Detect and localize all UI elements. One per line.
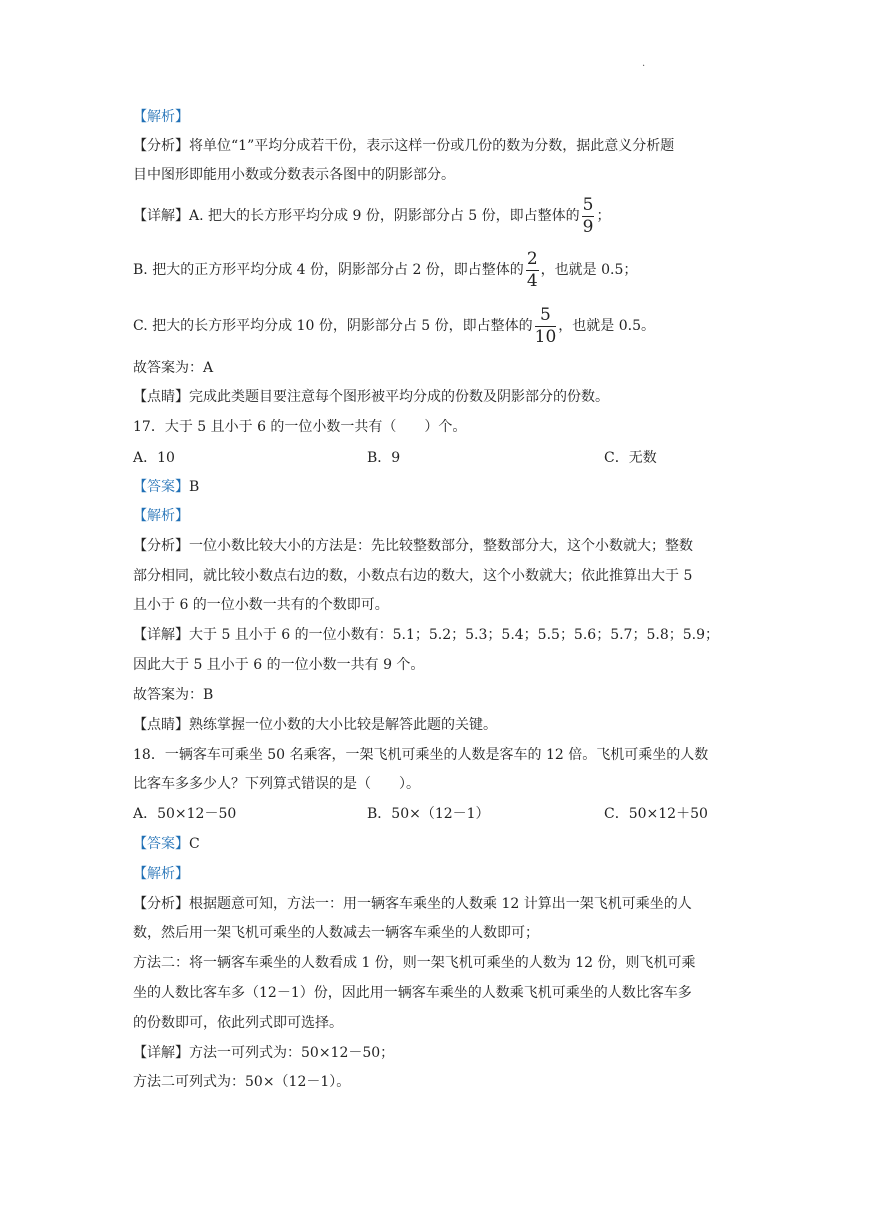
q18-answer-value: C — [189, 836, 200, 852]
q18-fenxi-text-2: 数，然后用一架飞机可乘坐的人数减去一辆客车乘坐的人数即可； — [133, 925, 539, 941]
jiexi-label: 【解析】 — [133, 508, 189, 524]
q16-b-numerator: 2 — [526, 248, 538, 269]
q17-fenxi-line-2 — [133, 566, 692, 586]
q16-a-denominator: 9 — [582, 216, 594, 237]
q18-option-a: A．50×12－50 — [133, 806, 237, 822]
xiangjie-label: 【详解】 — [133, 1045, 189, 1061]
q17-option-b: B．9 — [367, 450, 401, 466]
q17-question-text: 17．大于 5 且小于 6 的一位小数一共有（ ）个。 — [133, 419, 467, 435]
q18-fenxi-line-3 — [133, 953, 696, 973]
q16-fenxi-text-2: 目中图形即能用小数或分数表示各图中的阴影部分。 — [133, 167, 455, 183]
q16-fenxi-text-1: 将单位“1”平均分成若干份，表示这样一份或几份的数为分数，据此意义分析题 — [189, 138, 675, 154]
xiangjie-label: 【详解】 — [133, 627, 189, 643]
q16-b-text: B. 把大的正方形平均分成 4 份，阴影部分占 2 份，即占整体的 — [133, 262, 524, 278]
q17-question — [133, 417, 466, 437]
q18-jiexi-heading — [133, 864, 189, 884]
q18-fenxi-line-1 — [133, 894, 692, 914]
q16-xiangjie-c — [133, 306, 655, 346]
q18-answer — [133, 834, 200, 854]
q17-fenxi-text-1: 一位小数比较大小的方法是：先比较整数部分，整数部分大，这个小数就大；整数 — [189, 538, 693, 554]
q18-fenxi-line-4 — [133, 983, 692, 1003]
dianjing-label: 【点睛】 — [133, 389, 189, 405]
q17-answer-value: B — [189, 479, 200, 495]
q17-fenxi-text-3: 且小于 6 的一位小数一共有的个数即可。 — [133, 597, 389, 613]
q18-xiangjie-line-2 — [133, 1072, 350, 1092]
q18-fenxi-text-3: 方法二：将一辆客车乘坐的人数看成 1 份，则一架飞机可乘坐的人数为 12 份，则飞机可乘 — [133, 955, 696, 971]
xiangjie-label: 【详解】 — [133, 208, 189, 224]
q16-b-fraction — [526, 248, 539, 291]
q17-answer-line — [133, 685, 213, 705]
q16-a-post: ； — [596, 208, 611, 224]
q18-question-line-2 — [133, 774, 420, 794]
q17-xiangjie-text-1: 大于 5 且小于 6 的一位小数有：5.1；5.2；5.3；5.4；5.5；5.6；5.7；5.8；5.9； — [189, 627, 719, 643]
q16-c-text: C. 把大的长方形平均分成 10 份，阴影部分占 5 份，即占整体的 — [133, 318, 533, 334]
q18-fenxi-text-1: 根据题意可知，方法一：用一辆客车乘坐的人数乘 12 计算出一架飞机可乘坐的人 — [189, 896, 692, 912]
q16-jiexi-heading — [133, 107, 189, 127]
q17-jiexi-heading — [133, 506, 189, 526]
q17-answer-text: 故答案为：B — [133, 687, 214, 703]
q16-c-post: ，也就是 0.5。 — [558, 318, 655, 334]
q16-c-denominator: 10 — [534, 326, 557, 347]
q18-question-text-2: 比客车多多少人？下列算式错误的是（ ）。 — [133, 776, 420, 792]
fenxi-label: 【分析】 — [133, 896, 189, 912]
q18-option-b: B．50×（12－1） — [367, 806, 490, 822]
q18-question-text-1: 18．一辆客车可乘坐 50 名乘客，一架飞机可乘坐的人数是客车的 12 倍。飞机可乘坐的人数 — [133, 747, 709, 763]
q16-a-fraction — [582, 194, 595, 237]
q17-xiangjie-line-2 — [133, 655, 424, 675]
q18-fenxi-line-2 — [133, 923, 539, 943]
q17-dianjing-text: 熟练掌握一位小数的大小比较是解答此题的关键。 — [189, 717, 497, 733]
q17-dianjing — [133, 715, 497, 735]
q16-dianjing-text: 完成此类题目要注意每个图形被平均分成的份数及阴影部分的份数。 — [189, 389, 609, 405]
q16-xiangjie-b — [133, 250, 637, 290]
q18-fenxi-line-5 — [133, 1013, 343, 1033]
q17-option-a: A．10 — [133, 450, 175, 466]
q18-xiangjie-line-1 — [133, 1043, 394, 1063]
q17-xiangjie-line-1 — [133, 625, 719, 645]
fenxi-label: 【分析】 — [133, 538, 189, 554]
q17-option-c: C．无数 — [604, 450, 657, 466]
q16-b-denominator: 4 — [526, 270, 538, 291]
q18-option-c: C．50×12＋50 — [604, 806, 708, 822]
q17-xiangjie-text-2: 因此大于 5 且小于 6 的一位小数一共有 9 个。 — [133, 657, 425, 673]
q16-a-text: A. 把大的长方形平均分成 9 份，阴影部分占 5 份，即占整体的 — [189, 208, 580, 224]
q18-question-line-1 — [133, 745, 708, 765]
q18-xiangjie-text-1: 方法一可列式为：50×12－50； — [189, 1045, 395, 1061]
q16-answer-text: 故答案为：A — [133, 360, 214, 376]
q16-b-post: ，也就是 0.5； — [540, 262, 638, 278]
q18-fenxi-text-4: 坐的人数比客车多（12－1）份，因此用一辆客车乘坐的人数乘飞机可乘坐的人数比客车多 — [133, 985, 692, 1001]
q18-xiangjie-text-2: 方法二可列式为：50×（12－1）。 — [133, 1074, 351, 1090]
q16-fenxi-line-2 — [133, 165, 455, 185]
dianjing-label: 【点睛】 — [133, 717, 189, 733]
q17-fenxi-line-1 — [133, 536, 693, 556]
jiexi-label: 【解析】 — [133, 866, 189, 882]
jiexi-label: 【解析】 — [133, 109, 189, 125]
daan-label: 【答案】 — [133, 479, 189, 495]
fenxi-label: 【分析】 — [133, 138, 189, 154]
q18-fenxi-text-5: 的份数即可，依此列式即可选择。 — [133, 1015, 343, 1031]
q16-c-fraction — [534, 304, 557, 347]
q17-fenxi-line-3 — [133, 595, 389, 615]
daan-label: 【答案】 — [133, 836, 189, 852]
q16-a-numerator: 5 — [582, 194, 594, 215]
q16-answer-line — [133, 358, 213, 378]
q17-fenxi-text-2: 部分相同，就比较小数点右边的数，小数点右边的数大，这个小数就大；依此推算出大于 5 — [133, 568, 693, 584]
q16-dianjing — [133, 387, 609, 407]
q16-fenxi-line-1 — [133, 136, 674, 156]
q16-xiangjie-a — [133, 196, 610, 236]
q16-c-numerator: 5 — [535, 307, 557, 327]
header-dot: . — [642, 58, 646, 69]
q17-answer — [133, 477, 199, 497]
